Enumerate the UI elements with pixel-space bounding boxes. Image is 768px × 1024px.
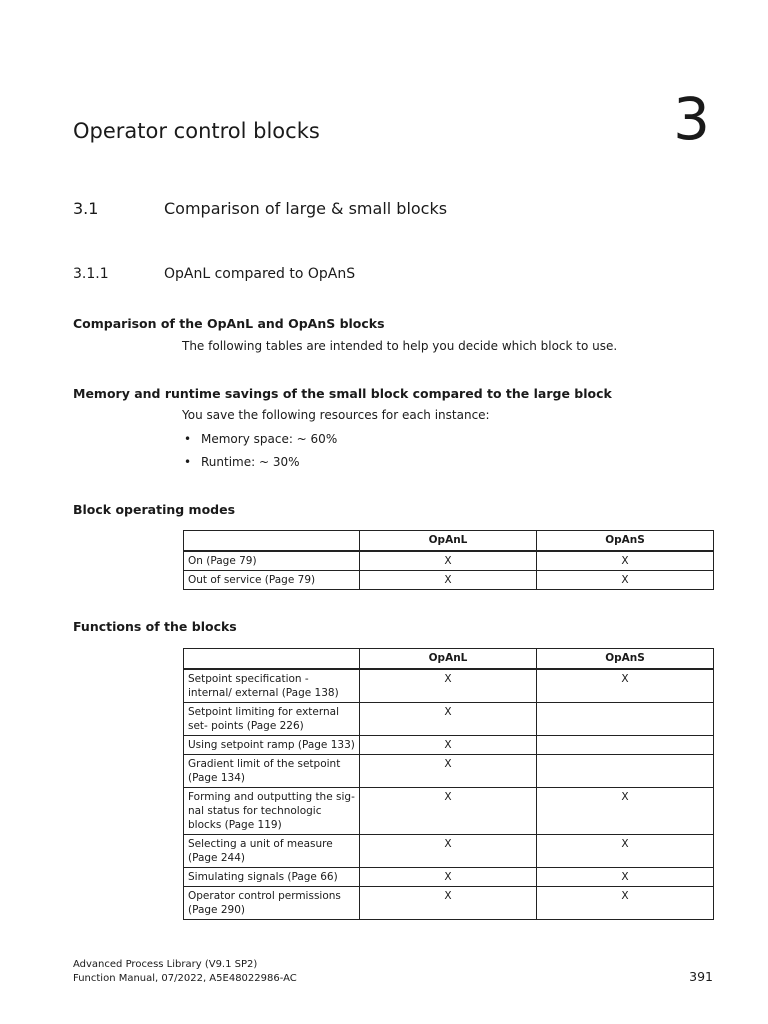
table-cell: Using setpoint ramp (Page 133)	[184, 736, 360, 755]
table-row	[184, 669, 714, 703]
table-cell: X	[360, 703, 537, 736]
bullet-icon: •	[184, 432, 192, 446]
bullet-icon: •	[184, 455, 192, 469]
table-cell: Operator control permissions (Page 290)	[184, 887, 360, 920]
table-cell: X	[360, 736, 537, 755]
table-row	[184, 755, 714, 788]
table-cell: X	[360, 669, 537, 703]
section-number: 3.1	[73, 199, 99, 218]
table-row	[184, 551, 714, 571]
table-cell: X	[537, 835, 714, 868]
column-header	[184, 649, 360, 670]
footer-doc-title: Advanced Process Library (V9.1 SP2)	[73, 959, 258, 970]
footer-doc-info: Function Manual, 07/2022, A5E48022986-AC	[73, 972, 297, 984]
chapter-title: Operator control blocks	[73, 119, 320, 143]
modes-heading: Block operating modes	[73, 502, 236, 517]
section-title: Comparison of large & small blocks	[164, 199, 448, 218]
savings-heading: Memory and runtime savings of the small block compared to the large block	[73, 386, 612, 401]
table-cell: Simulating signals (Page 66)	[184, 868, 360, 887]
page-number: 391	[689, 969, 713, 984]
table-cell: Gradient limit of the setpoint (Page 134)	[184, 755, 360, 788]
table-cell: On (Page 79)	[184, 551, 360, 571]
table-cell: X	[537, 571, 714, 590]
table-row	[184, 868, 714, 887]
table-cell: X	[360, 755, 537, 788]
table-cell: X	[360, 788, 537, 835]
table-cell: X	[360, 551, 537, 571]
table-cell: X	[360, 571, 537, 590]
table-cell: X	[537, 788, 714, 835]
table-cell: X	[360, 835, 537, 868]
functions-table	[183, 648, 714, 920]
table-row	[184, 736, 714, 755]
table-cell: X	[360, 868, 537, 887]
table-cell: Out of service (Page 79)	[184, 571, 360, 590]
table-row	[184, 887, 714, 920]
functions-heading: Functions of the blocks	[73, 619, 237, 634]
table-row	[184, 571, 714, 590]
table-cell: X	[537, 887, 714, 920]
table-row	[184, 788, 714, 835]
table-cell	[537, 736, 714, 755]
table-cell: X	[360, 887, 537, 920]
table-cell	[537, 703, 714, 736]
comparison-text: The following tables are intended to help you decide which block to use.	[182, 339, 618, 353]
bullet-text: Memory space: ~ 60%	[201, 432, 338, 446]
column-header	[184, 531, 360, 552]
table-row	[184, 703, 714, 736]
bullet-item	[184, 455, 300, 469]
modes-table	[183, 530, 714, 590]
column-header: OpAnS	[537, 649, 714, 670]
table-header-row	[184, 531, 714, 552]
table-cell: Setpoint limiting for external set- points (Page 226)	[184, 703, 360, 736]
table-row	[184, 835, 714, 868]
table-cell: X	[537, 868, 714, 887]
bullet-text: Runtime: ~ 30%	[201, 455, 300, 469]
subsection-title: OpAnL compared to OpAnS	[164, 266, 356, 282]
table-cell: Selecting a unit of measure (Page 244)	[184, 835, 360, 868]
page-footer	[73, 958, 297, 985]
chapter-number: 3	[673, 85, 710, 153]
subsection-number: 3.1.1	[73, 266, 109, 282]
column-header: OpAnL	[360, 531, 537, 552]
table-header-row	[184, 649, 714, 670]
column-header: OpAnL	[360, 649, 537, 670]
bullet-item	[184, 432, 337, 446]
column-header: OpAnS	[537, 531, 714, 552]
table-cell	[537, 755, 714, 788]
table-cell: X	[537, 669, 714, 703]
table-cell: Setpoint specification - internal/ external (Page 138)	[184, 669, 360, 703]
comparison-heading: Comparison of the OpAnL and OpAnS blocks	[73, 316, 385, 331]
table-cell: X	[537, 551, 714, 571]
savings-text: You save the following resources for each instance:	[182, 408, 490, 422]
table-cell: Forming and outputting the sig- nal status for technologic blocks (Page 119)	[184, 788, 360, 835]
